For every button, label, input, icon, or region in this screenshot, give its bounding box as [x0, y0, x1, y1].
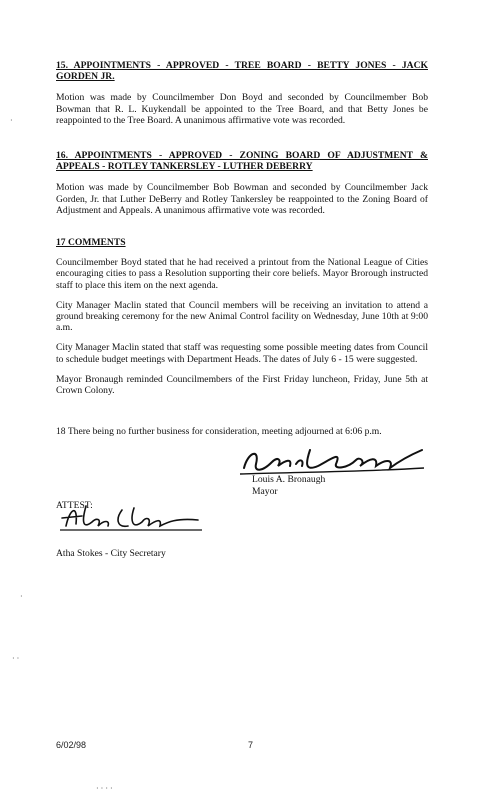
- secretary-name: Atha Stokes - City Secretary: [56, 548, 166, 559]
- secretary-signature: [58, 500, 208, 536]
- footer-page-number: 7: [248, 740, 254, 750]
- scan-speck: · ·: [12, 654, 20, 663]
- footer-date: 6/02/98: [56, 740, 87, 750]
- comment-paragraph: City Manager Maclin stated that staff was requesting some possible meeting dates from Council to schedule budget meetings with Department Heads. The dates of July 6 - 15 were suggested.: [56, 342, 428, 365]
- comment-paragraph: Mayor Bronaugh reminded Councilmembers of the First Friday luncheon, Friday, June 5th at Crown Colony.: [56, 373, 428, 397]
- comment-paragraph: City Manager Maclin stated that Council members will be receiving an invitation to attend a ground breaking ceremony for the new Animal Control facility on Wednesday, June 10th at 9:00 a.m.: [56, 299, 428, 334]
- section-18: [56, 426, 428, 437]
- section-15-heading: 15. APPOINTMENTS - APPROVED - TREE BOARD - BETTY JONES - JACK GORDEN JR.: [56, 60, 428, 83]
- scan-speck: ·: [20, 592, 23, 601]
- attest-label: ATTEST:: [56, 500, 93, 511]
- mayor-title: Mayor: [252, 486, 278, 497]
- section-15: [56, 60, 428, 126]
- section-17-heading: 17 COMMENTS: [56, 237, 126, 248]
- scan-speck: · · · ·: [96, 784, 113, 793]
- section-16-body: Motion was made by Councilmember Bob Bowman and seconded by Councilmember Jack Gorden, Jr. that Luther DeBerry and Rotley Tankersley be reappointed to the Zoning Board of Adjustment and Appeals. A unanimous affirmative vote was recorded.: [56, 182, 428, 216]
- section-16-heading: 16. APPOINTMENTS - APPROVED - ZONING BOARD OF ADJUSTMENT & APPEALS - ROTLEY TANKERSLEY - LUTHER DEBERRY: [56, 150, 428, 173]
- scan-speck: ·: [10, 116, 13, 125]
- section-18-body: 18 There being no further business for consideration, meeting adjourned at 6:06 p.m.: [56, 426, 382, 437]
- section-17: [56, 237, 428, 396]
- section-15-body: Motion was made by Councilmember Don Boyd and seconded by Councilmember Bob Bowman that R. L. Kuykendall be appointed to the Tree Board, and that Betty Jones be reappointed to the Tree Board. A unanimous affirmative vote was recorded.: [56, 92, 428, 126]
- mayor-name: Louis A. Bronaugh: [252, 474, 326, 485]
- comment-paragraph: Councilmember Boyd stated that he had received a printout from the National League of Cities encouraging cities to pass a Resolution supporting their core beliefs. Mayor Brorough instructed staff to place this item on the next agenda.: [56, 257, 428, 291]
- section-16: [56, 150, 428, 216]
